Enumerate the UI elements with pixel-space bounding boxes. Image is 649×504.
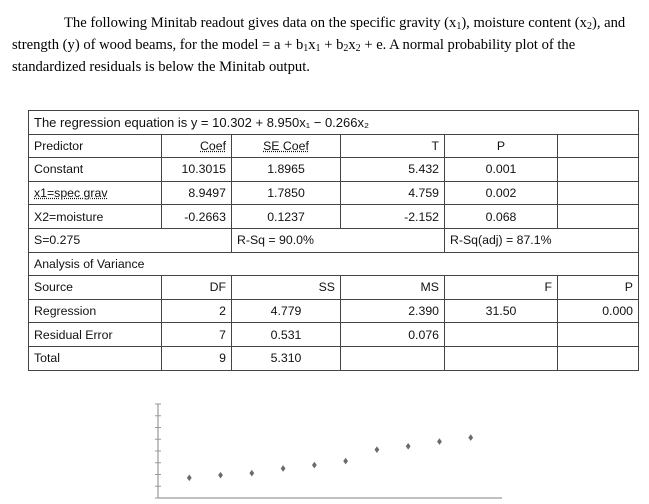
blank-cell [558, 346, 639, 370]
header-df: DF [162, 276, 232, 300]
residual-point [437, 438, 442, 445]
p-value: 0.068 [445, 205, 558, 229]
anova-row-residual [29, 323, 639, 347]
header-predictor: Predictor [29, 134, 162, 158]
predictor-name: x1=spec grav [29, 181, 162, 205]
predictor-row-constant [29, 158, 639, 182]
residual-point [249, 470, 254, 477]
header-f: F [445, 276, 558, 300]
se-coef-value: 1.8965 [232, 158, 341, 182]
se-coef-value: 0.1237 [232, 205, 341, 229]
header-ss: SS [232, 276, 341, 300]
p-value: 0.002 [445, 181, 558, 205]
normal-probability-plot [150, 396, 510, 502]
anova-title-row [29, 252, 639, 276]
source-name: Residual Error [29, 323, 162, 347]
coef-value: -0.2663 [162, 205, 232, 229]
coef-value: 10.3015 [162, 158, 232, 182]
regression-equation: The regression equation is y = 10.302 + 8.950x₁ − 0.266x₂ [29, 111, 639, 135]
blank-cell [445, 346, 558, 370]
source-name: Regression [29, 299, 162, 323]
problem-statement [12, 14, 642, 77]
t-value: -2.152 [341, 205, 445, 229]
blank-cell [558, 134, 639, 158]
problem-text: The following Minitab readout gives data on the specific gravity $(x_1)$, moisture content $(x_2)$, and strength (y) of wood beams, for the model = $a + b_1x_1 + b_2x_2 + e$. A normal probability plot of the standardized residuals is below the Minitab output. [12, 15, 626, 75]
regression-equation-row [29, 111, 639, 135]
header-p: P [558, 276, 639, 300]
residual-point [343, 458, 348, 465]
blank-cell [445, 323, 558, 347]
header-coef: Coef [162, 134, 232, 158]
predictor-row-x2 [29, 205, 639, 229]
ss-value: 4.779 [232, 299, 341, 323]
df-value: 7 [162, 323, 232, 347]
header-p: P [445, 134, 558, 158]
t-value: 4.759 [341, 181, 445, 205]
header-se-coef: SE Coef [232, 134, 341, 158]
anova-row-regression [29, 299, 639, 323]
residual-point [468, 434, 473, 441]
blank-cell [558, 181, 639, 205]
residual-point [187, 475, 192, 482]
plot-points [187, 434, 473, 481]
p-value: 0.000 [558, 299, 639, 323]
t-value: 5.432 [341, 158, 445, 182]
df-value: 2 [162, 299, 232, 323]
header-ms: MS [341, 276, 445, 300]
residual-point [312, 462, 317, 469]
anova-header-row [29, 276, 639, 300]
blank-cell [558, 205, 639, 229]
predictor-name: Constant [29, 158, 162, 182]
blank-cell [558, 158, 639, 182]
se-coef-value: 1.7850 [232, 181, 341, 205]
f-value: 31.50 [445, 299, 558, 323]
anova-title: Analysis of Variance [29, 252, 639, 276]
p-value: 0.001 [445, 158, 558, 182]
header-source: Source [29, 276, 162, 300]
coef-value: 8.9497 [162, 181, 232, 205]
predictor-header-row [29, 134, 639, 158]
ms-value: 0.076 [341, 323, 445, 347]
s-value: S=0.275 [29, 228, 232, 252]
blank-cell [341, 346, 445, 370]
fit-stats-row [29, 228, 639, 252]
ss-value: 5.310 [232, 346, 341, 370]
r-sq-adj-value: R-Sq(adj) = 87.1% [445, 228, 639, 252]
ss-value: 0.531 [232, 323, 341, 347]
blank-cell [558, 323, 639, 347]
minitab-output-table [28, 110, 639, 371]
residual-point [281, 465, 286, 472]
r-sq-value: R-Sq = 90.0% [232, 228, 445, 252]
residual-point [375, 446, 380, 453]
ms-value: 2.390 [341, 299, 445, 323]
header-t: T [341, 134, 445, 158]
df-value: 9 [162, 346, 232, 370]
residual-point [218, 472, 223, 479]
residual-point [406, 443, 411, 450]
source-name: Total [29, 346, 162, 370]
predictor-name: X2=moisture [29, 205, 162, 229]
predictor-row-x1 [29, 181, 639, 205]
anova-row-total [29, 346, 639, 370]
